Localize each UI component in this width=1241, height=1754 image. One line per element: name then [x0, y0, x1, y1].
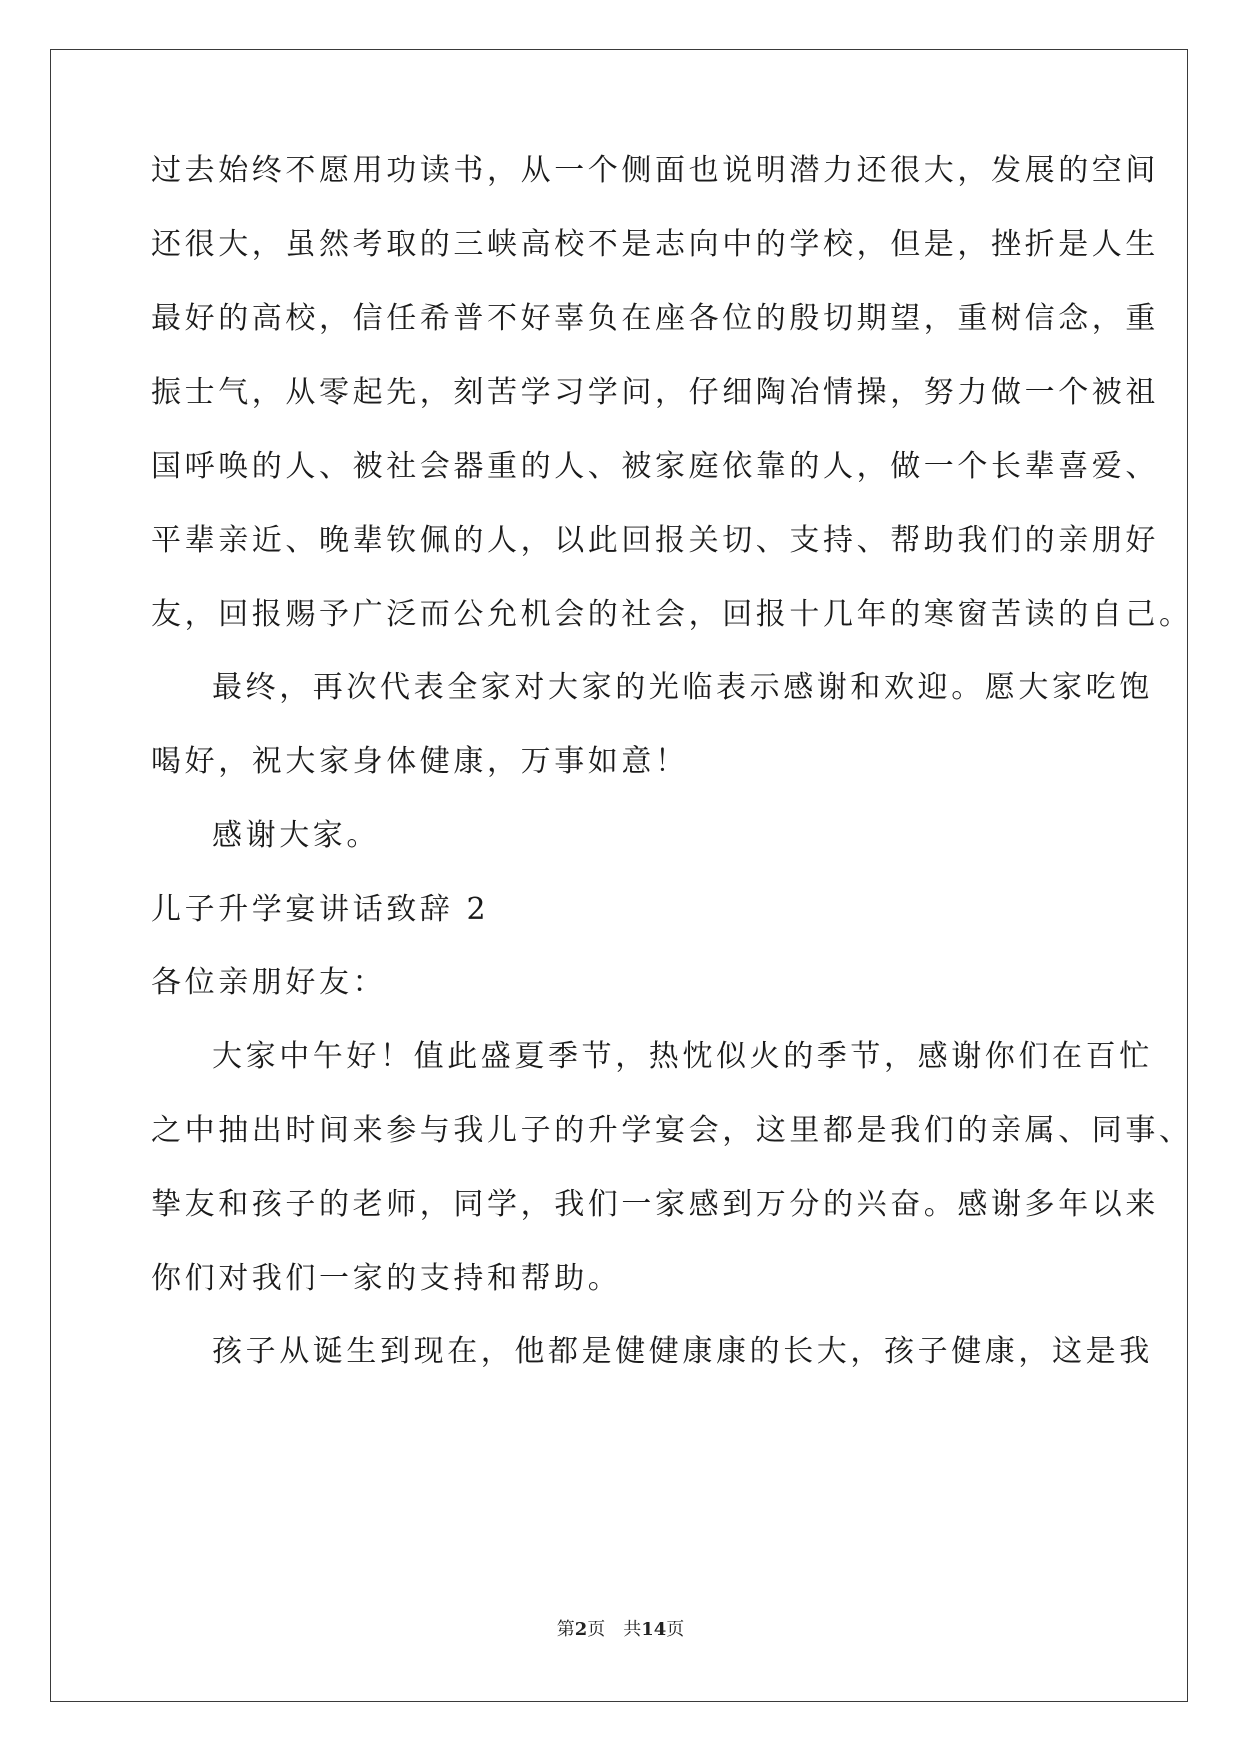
- paragraph-line: 感谢大家。: [212, 818, 380, 853]
- page-border: [50, 49, 1193, 1702]
- total-prefix: 共: [623, 1619, 642, 1640]
- total-suffix: 页: [666, 1619, 685, 1640]
- paragraph-line: 孩子从诞生到现在，他都是健健康康的长大，孩子健康，这是我: [212, 1334, 1153, 1369]
- paragraph-line: 你们对我们一家的支持和帮助。: [151, 1261, 622, 1296]
- page-prefix: 第: [556, 1619, 575, 1640]
- paragraph-line: 最终，再次代表全家对大家的光临表示感谢和欢迎。愿大家吃饱: [212, 670, 1153, 705]
- paragraph-line: 喝好，祝大家身体健康，万事如意！: [151, 744, 689, 779]
- paragraph-line: 挚友和孩子的老师，同学，我们一家感到万分的兴奋。感谢多年以来: [151, 1187, 1159, 1222]
- salutation: 各位亲朋好友：: [151, 965, 387, 1000]
- paragraph-line: 大家中午好！值此盛夏季节，热忱似火的季节，感谢你们在百忙: [212, 1039, 1153, 1074]
- paragraph-line: 之中抽出时间来参与我儿子的升学宴会，这里都是我们的亲属、同事、: [151, 1113, 1193, 1148]
- paragraph-line: 最好的高校，信任希普不好辜负在座各位的殷切期望，重树信念，重: [151, 301, 1159, 336]
- page-footer: [0, 1618, 1241, 1642]
- section-heading: 儿子升学宴讲话致辞 2: [151, 892, 490, 927]
- paragraph-line: 国呼唤的人、被社会器重的人、被家庭依靠的人，做一个长辈喜爱、: [151, 449, 1159, 484]
- page-total: 14: [641, 1619, 667, 1640]
- paragraph-line: 平辈亲近、晚辈钦佩的人，以此回报关切、支持、帮助我们的亲朋好: [151, 523, 1159, 558]
- paragraph-line: 过去始终不愿用功读书，从一个侧面也说明潜力还很大，发展的空间: [151, 153, 1159, 188]
- paragraph-line: 振士气，从零起先，刻苦学习学问，仔细陶冶情操，努力做一个被祖: [151, 375, 1159, 410]
- paragraph-line: 还很大，虽然考取的三峡高校不是志向中的学校，但是，挫折是人生: [151, 227, 1159, 262]
- page-suffix: 页: [587, 1619, 606, 1640]
- paragraph-line: 友，回报赐予广泛而公允机会的社会，回报十几年的寒窗苦读的自己。: [151, 597, 1193, 632]
- page-number: 2: [574, 1619, 588, 1640]
